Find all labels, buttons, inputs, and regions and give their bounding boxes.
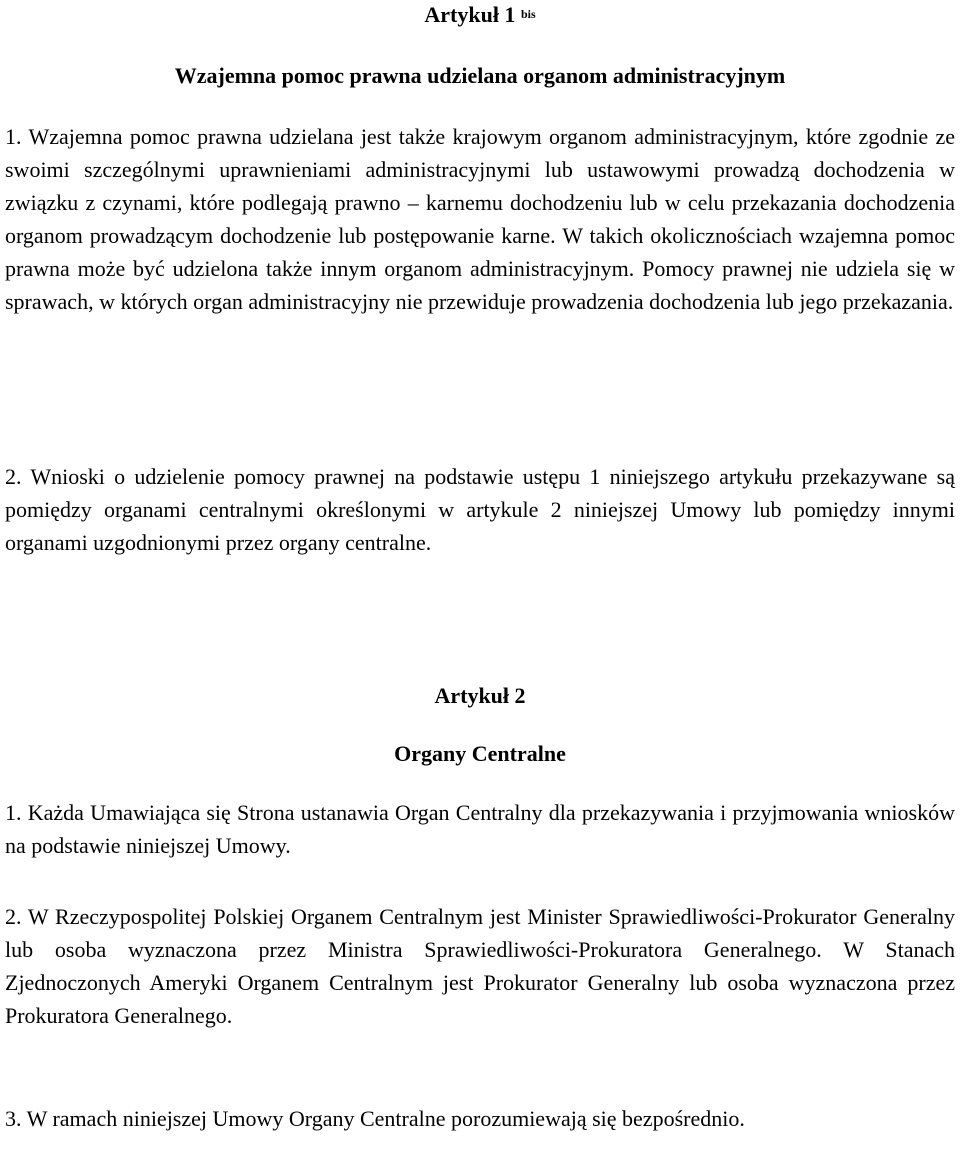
article-1-title: [5, 2, 955, 28]
article-2-subtitle: Organy Centralne: [394, 741, 566, 766]
article-1-title-text: Artykuł 1: [424, 2, 516, 27]
article-2-paragraph-2: 2. W Rzeczypospolitej Polskiej Organem Centralnym jest Minister Sprawiedliwości-Prokurator Generalny lub osoba wyznaczona przez Ministra Sprawiedliwości-Prokuratora Generalnego. W Stanach Zjednoczonych Ameryki Organem Centralnym jest Prokurator Generalny lub osoba wyznaczona przez Prokuratora Generalnego.: [5, 904, 955, 1028]
article-2-paragraph-3: 3. W ramach niniejszej Umowy Organy Centralne porozumiewają się bezpośrednio.: [5, 1106, 745, 1131]
article-2-title: Artykuł 2: [434, 683, 526, 708]
article-1-paragraph-2: 2. Wnioski o udzielenie pomocy prawnej na podstawie ustępu 1 niniejszego artykułu przekazywane są pomiędzy organami centralnymi określonymi w artykule 2 niniejszej Umowy lub pomiędzy innymi organami uzgodnionymi przez organy centralne.: [5, 464, 955, 555]
article-1-subtitle: Wzajemna pomoc prawna udzielana organom administracyjnym: [174, 63, 786, 88]
article-1-title-superscript: bis: [520, 7, 536, 21]
article-1-paragraph-1: 1. Wzajemna pomoc prawna udzielana jest także krajowym organom administracyjnym, które zgodnie ze swoimi szczególnymi uprawnieniami administracyjnymi lub ustawowymi prowadzą dochodzenia w związku z czynami, które podlegają prawno – karnemu dochodzeniu lub w celu przekazania dochodzenia organom prowadzącym dochodzenie lub postępowanie karne. W takich okolicznościach wzajemna pomoc prawna może być udzielona także innym organom administracyjnym. Pomocy prawnej nie udziela się w sprawach, w których organ administracyjny nie przewiduje prowadzenia dochodzenia lub jego przekazania.: [5, 124, 955, 314]
article-2-paragraph-1: 1. Każda Umawiająca się Strona ustanawia Organ Centralny dla przekazywania i przyjmowania wniosków na podstawie niniejszej Umowy.: [5, 800, 955, 858]
